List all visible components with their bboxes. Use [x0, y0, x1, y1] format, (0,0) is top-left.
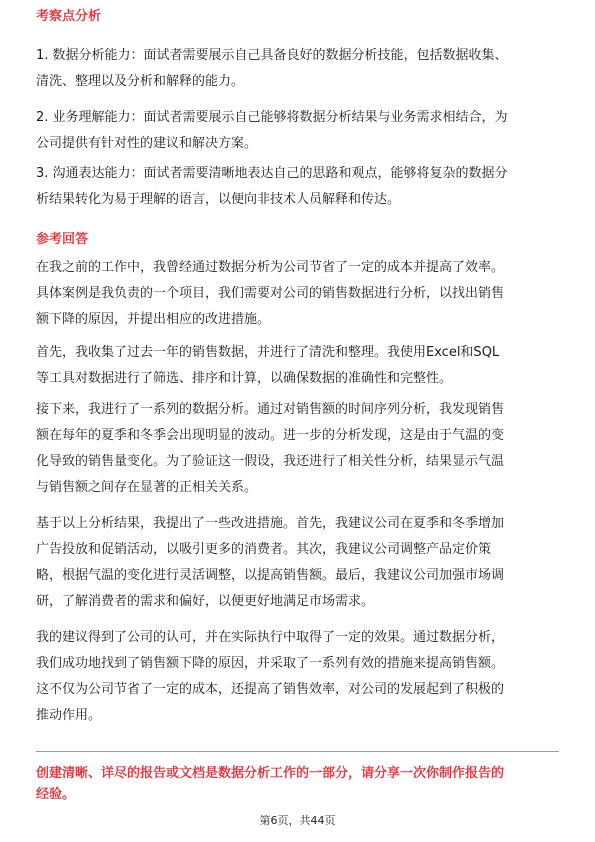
- analysis-item-line: 析结果转化为易于理解的语言，以便向非技术人员解释和传达。: [36, 192, 401, 207]
- answer-paragraph: [36, 340, 558, 392]
- answer-line: 我们成功地找到了销售额下降的原因，并采取了一系列有效的措施来提高销售额。: [36, 656, 505, 671]
- answer-line: 首先，我收集了过去一年的销售数据，并进行了清洗和整理。我使用Excel和SQL: [36, 345, 500, 360]
- answer-line: 推动作用。: [36, 708, 102, 723]
- answer-line: 基于以上分析结果，我提出了一些改进措施。首先，我建议公司在夏季和冬季增加: [36, 516, 505, 531]
- section-divider: [36, 751, 559, 752]
- answer-line: 在我之前的工作中，我曾经通过数据分析为公司节省了一定的成本并提高了效率。: [36, 260, 505, 275]
- answer-line: 我的建议得到了公司的认可，并在实际执行中取得了一定的效果。通过数据分析，: [36, 630, 505, 645]
- answer-line: 化导致的销售量变化。为了验证这一假设，我还进行了相关性分析，结果显示气温: [36, 454, 505, 469]
- answer-line: 研，了解消费者的需求和偏好，以便更好地满足市场需求。: [36, 594, 375, 609]
- answer-line: 广告投放和促销活动，以吸引更多的消费者。其次，我建议公司调整产品定价策: [36, 542, 492, 557]
- answer-line: 具体案例是我负责的一个项目，我们需要对公司的销售数据进行分析，以找出销售: [36, 286, 505, 301]
- answer-line: 略，根据气温的变化进行灵活调整，以提高销售额。最后，我建议公司加强市场调: [36, 568, 505, 583]
- answer-paragraph: [36, 625, 558, 729]
- answer-line: 额在每年的夏季和冬季会出现明显的波动。进一步的分析发现，这是由于气温的变: [36, 428, 505, 443]
- analysis-item-line: 清洗、整理以及分析和解释的能力。: [36, 74, 245, 89]
- answer-line: 等工具对数据进行了筛选、排序和计算，以确保数据的准确性和完整性。: [36, 371, 453, 386]
- answer-line: 这不仅为公司节省了一定的成本，还提高了销售效率，对公司的发展起到了积极的: [36, 682, 505, 697]
- answer-line: 与销售额之间存在显著的正相关关系。: [36, 480, 258, 495]
- analysis-item: [36, 161, 558, 213]
- answer-paragraph: [36, 511, 558, 615]
- analysis-item: [36, 43, 558, 95]
- next-question: [36, 763, 559, 805]
- page-number: 第6页，共44页: [259, 814, 336, 827]
- analysis-item-line: 1. 数据分析能力：面试者需要展示自己具备良好的数据分析技能，包括数据收集、: [36, 48, 508, 63]
- analysis-item-line: 3. 沟通表达能力：面试者需要清晰地表达自己的思路和观点，能够将复杂的数据分: [36, 166, 508, 181]
- analysis-item-line: 2. 业务理解能力：面试者需要展示自己能够将数据分析结果与业务需求相结合，为: [36, 110, 508, 125]
- analysis-heading: 考察点分析: [36, 9, 102, 24]
- analysis-item-line: 公司提供有针对性的建议和解决方案。: [36, 136, 258, 151]
- answer-paragraph: [36, 255, 558, 333]
- next-question-line: 经验。: [36, 787, 76, 802]
- next-question-line: 创建清晰、详尽的报告或文档是数据分析工作的一部分，请分享一次你制作报告的: [36, 766, 505, 781]
- answer-paragraph: [36, 397, 558, 501]
- answer-line: 额下降的原因，并提出相应的改进措施。: [36, 312, 271, 327]
- answer-heading: 参考回答: [36, 232, 89, 247]
- analysis-item: [36, 105, 558, 157]
- answer-line: 接下来，我进行了一系列的数据分析。通过对销售额的时间序列分析，我发现销售: [36, 402, 505, 417]
